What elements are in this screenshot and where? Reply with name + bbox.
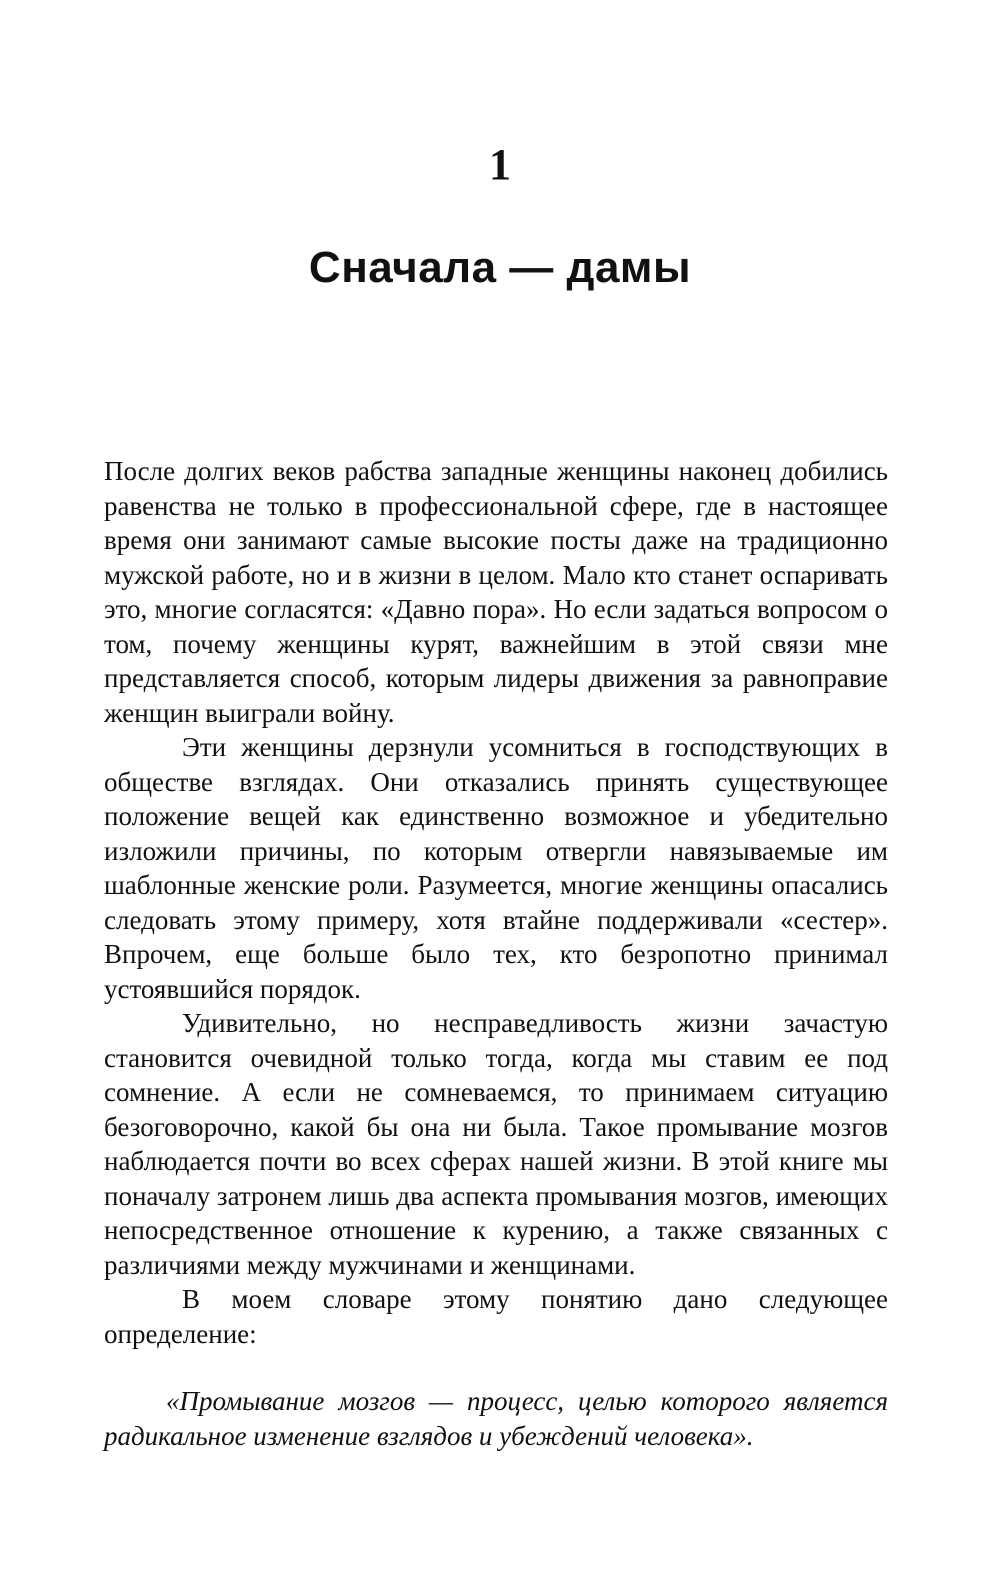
definition-quote: «Промывание мозгов — процесс, целью которого является радикальное изменение взглядов и убеждений человека». — [104, 1386, 888, 1451]
paragraph: После долгих веков рабства западные женщины наконец добились равенства не только в профессиональной сфере, где в настоящее время они занимают самые высокие посты даже на традиционно мужской работе, но и в жизни в целом. Мало кто станет оспаривать это, многие согласятся: «Давно пора». Но если задаться вопросом о том, почему женщины курят, важнейшим в этой связи мне представляется способ, которым лидеры движения за равноправие женщин выиграли войну. — [104, 456, 888, 728]
paragraph: В моем словаре этому понятию дано следующее определение: — [104, 1284, 888, 1349]
paragraph: Эти женщины дерзнули усомниться в господствующих в обществе взглядах. Они отказались принять существующее положение вещей как единственно возможное и убедительно изложили причины, по которым отвергли навязываемые им шаблонные женские роли. Разумеется, многие женщины опасались следовать этому примеру, хотя втайне поддерживали «сестер». Впрочем, еще больше было тех, кто безропотно принимал устоявшийся порядок. — [104, 732, 888, 1004]
paragraph: Удивительно, но несправедливость жизни зачастую становится очевидной только тогда, когда мы ставим ее под сомнение. А если не сомневаемся, то принимаем ситуацию безоговорочно, какой бы она ни была. Такое промывание мозгов наблюдается почти во всех сферах нашей жизни. В этой книге мы поначалу затронем лишь два аспекта промывания мозгов, имеющих непосредственное отношение к курению, а также связанных с различиями между мужчинами и женщинами. — [104, 1008, 888, 1280]
chapter-number: 1 — [489, 140, 511, 189]
chapter-body — [104, 454, 888, 1351]
chapter-title: Сначала — дамы — [308, 243, 692, 292]
